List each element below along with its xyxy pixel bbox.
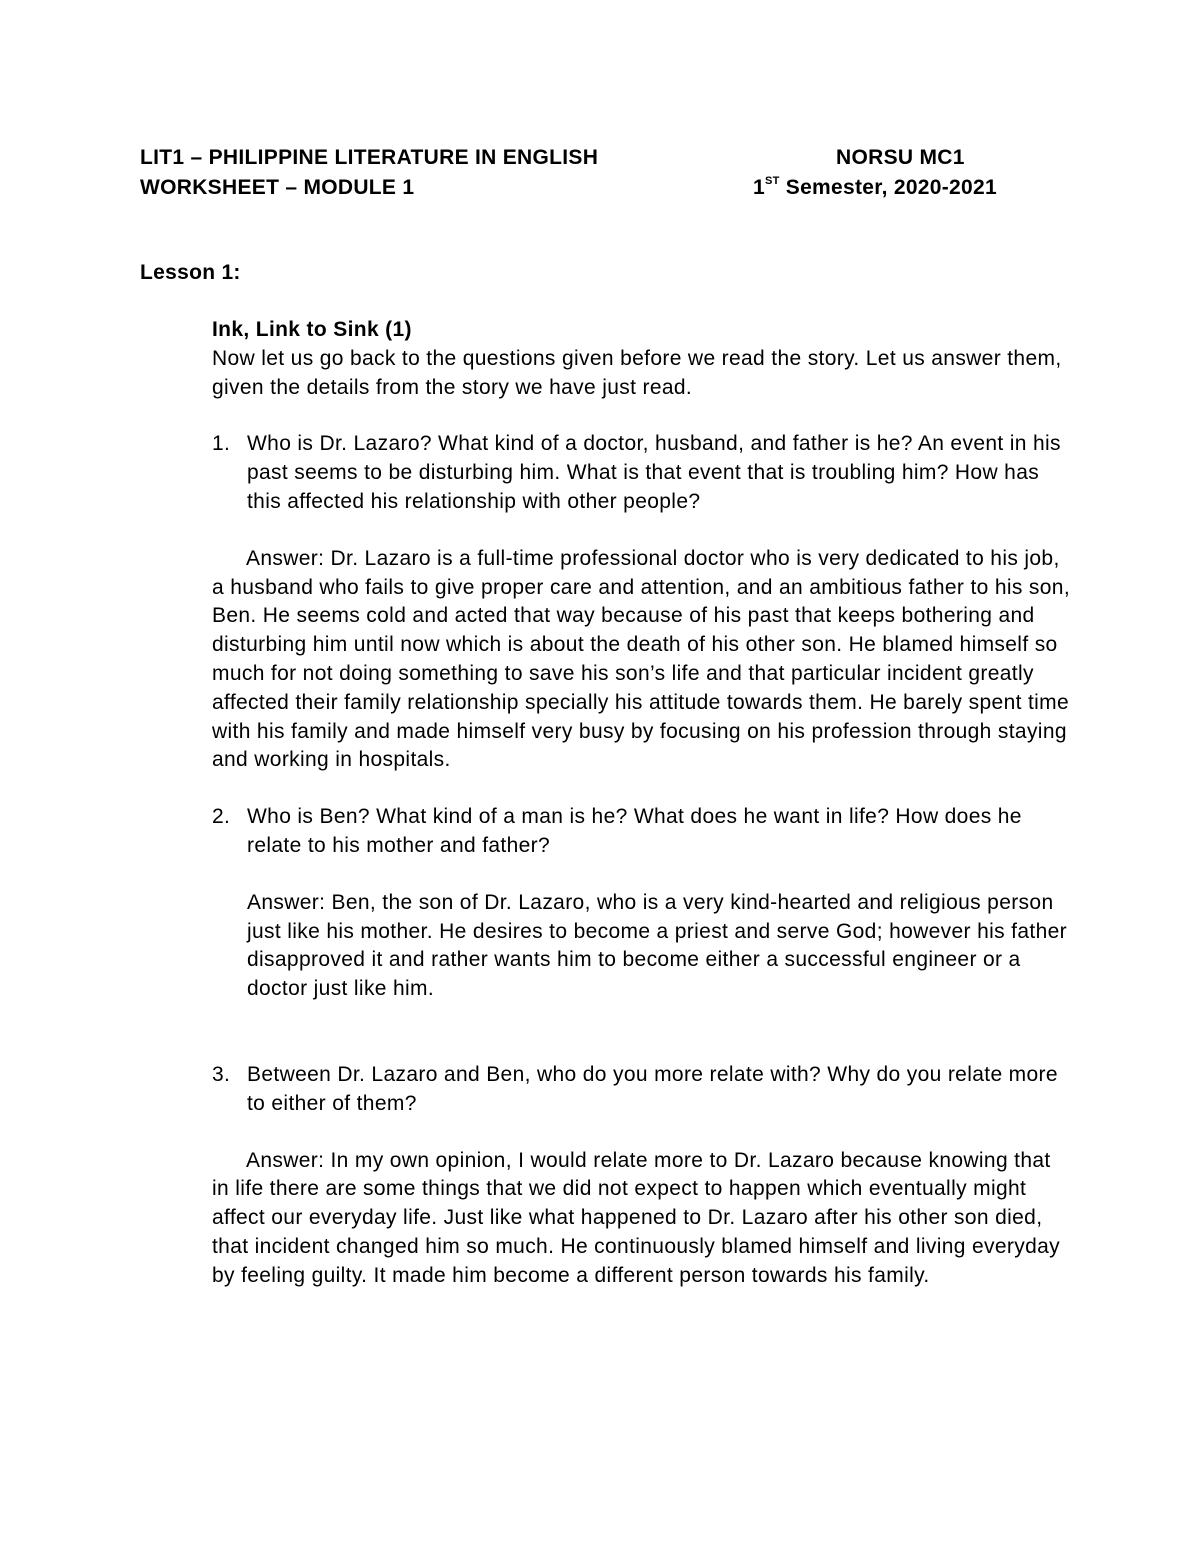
header-left — [140, 143, 598, 203]
question-text: Who is Dr. Lazaro? What kind of a doctor, husband, and father is he? An event in his past seems to be disturbing him. What is that event that is troubling him? How has this affected his relationship with other people? — [247, 432, 1061, 513]
course-title: LIT1 – PHILIPPINE LITERATURE IN ENGLISH — [140, 146, 599, 169]
section-subtitle: Ink, Link to Sink (1) — [212, 318, 412, 341]
question-text: Who is Ben? What kind of a man is he? What does he want in life? How does he relate to his mother and father? — [247, 805, 1022, 857]
answer-1: Answer: Dr. Lazaro is a full-time professional doctor who is very dedicated to his job, a husband who fails to give proper care and attention, and an ambitious father to his son, Ben. He seems cold and acted that way because of his past that keeps bothering and disturbing him until now which is about the death of his other son. He blamed himself so much for not doing something to save his son’s life and that particular incident greatly affected their family relationship specially his attitude towards them. He barely spent time with his family and made himself very busy by focusing on his profession through staying and working in hospitals. — [212, 546, 1071, 772]
question-number: 1. — [212, 432, 231, 456]
semester-text: Semester, 2020-2021 — [779, 176, 997, 199]
question-2 — [212, 803, 1072, 861]
question-3 — [212, 1061, 1072, 1119]
section-intro: Now let us go back to the questions given before we read the story. Let us answer them, given the details from the story we have just read. — [212, 346, 1062, 399]
semester-number: 1 — [753, 176, 765, 199]
school-name: NORSU MC1 — [836, 146, 965, 169]
semester-line — [752, 173, 1042, 203]
lesson-heading: Lesson 1: — [140, 261, 241, 284]
question-number: 2. — [212, 805, 231, 829]
question-1 — [212, 430, 1072, 516]
worksheet-title: WORKSHEET – MODULE 1 — [140, 176, 415, 199]
answer-2: Answer: Ben, the son of Dr. Lazaro, who is a very kind-hearted and religious person just like his mother. He desires to become a priest and serve God; however his father disapproved it and rather wants him to become either a successful engineer or a doctor just like him. — [247, 890, 1067, 1001]
answer-3: Answer: In my own opinion, I would relate more to Dr. Lazaro because knowing that in life there are some things that we did not expect to happen which eventually might affect our everyday life. Just like what happened to Dr. Lazaro after his other son died, that incident changed him so much. He continuously blamed himself and living everyday by feeling guilty. It made him become a different person towards his family. — [212, 1148, 1061, 1287]
question-number: 3. — [212, 1062, 231, 1086]
header-right — [752, 143, 1042, 203]
worksheet-content — [212, 316, 1072, 1291]
semester-superscript: ST — [764, 175, 780, 187]
question-text: Between Dr. Lazaro and Ben, who do you more relate with? Why do you relate more to either of them? — [247, 1062, 1058, 1115]
